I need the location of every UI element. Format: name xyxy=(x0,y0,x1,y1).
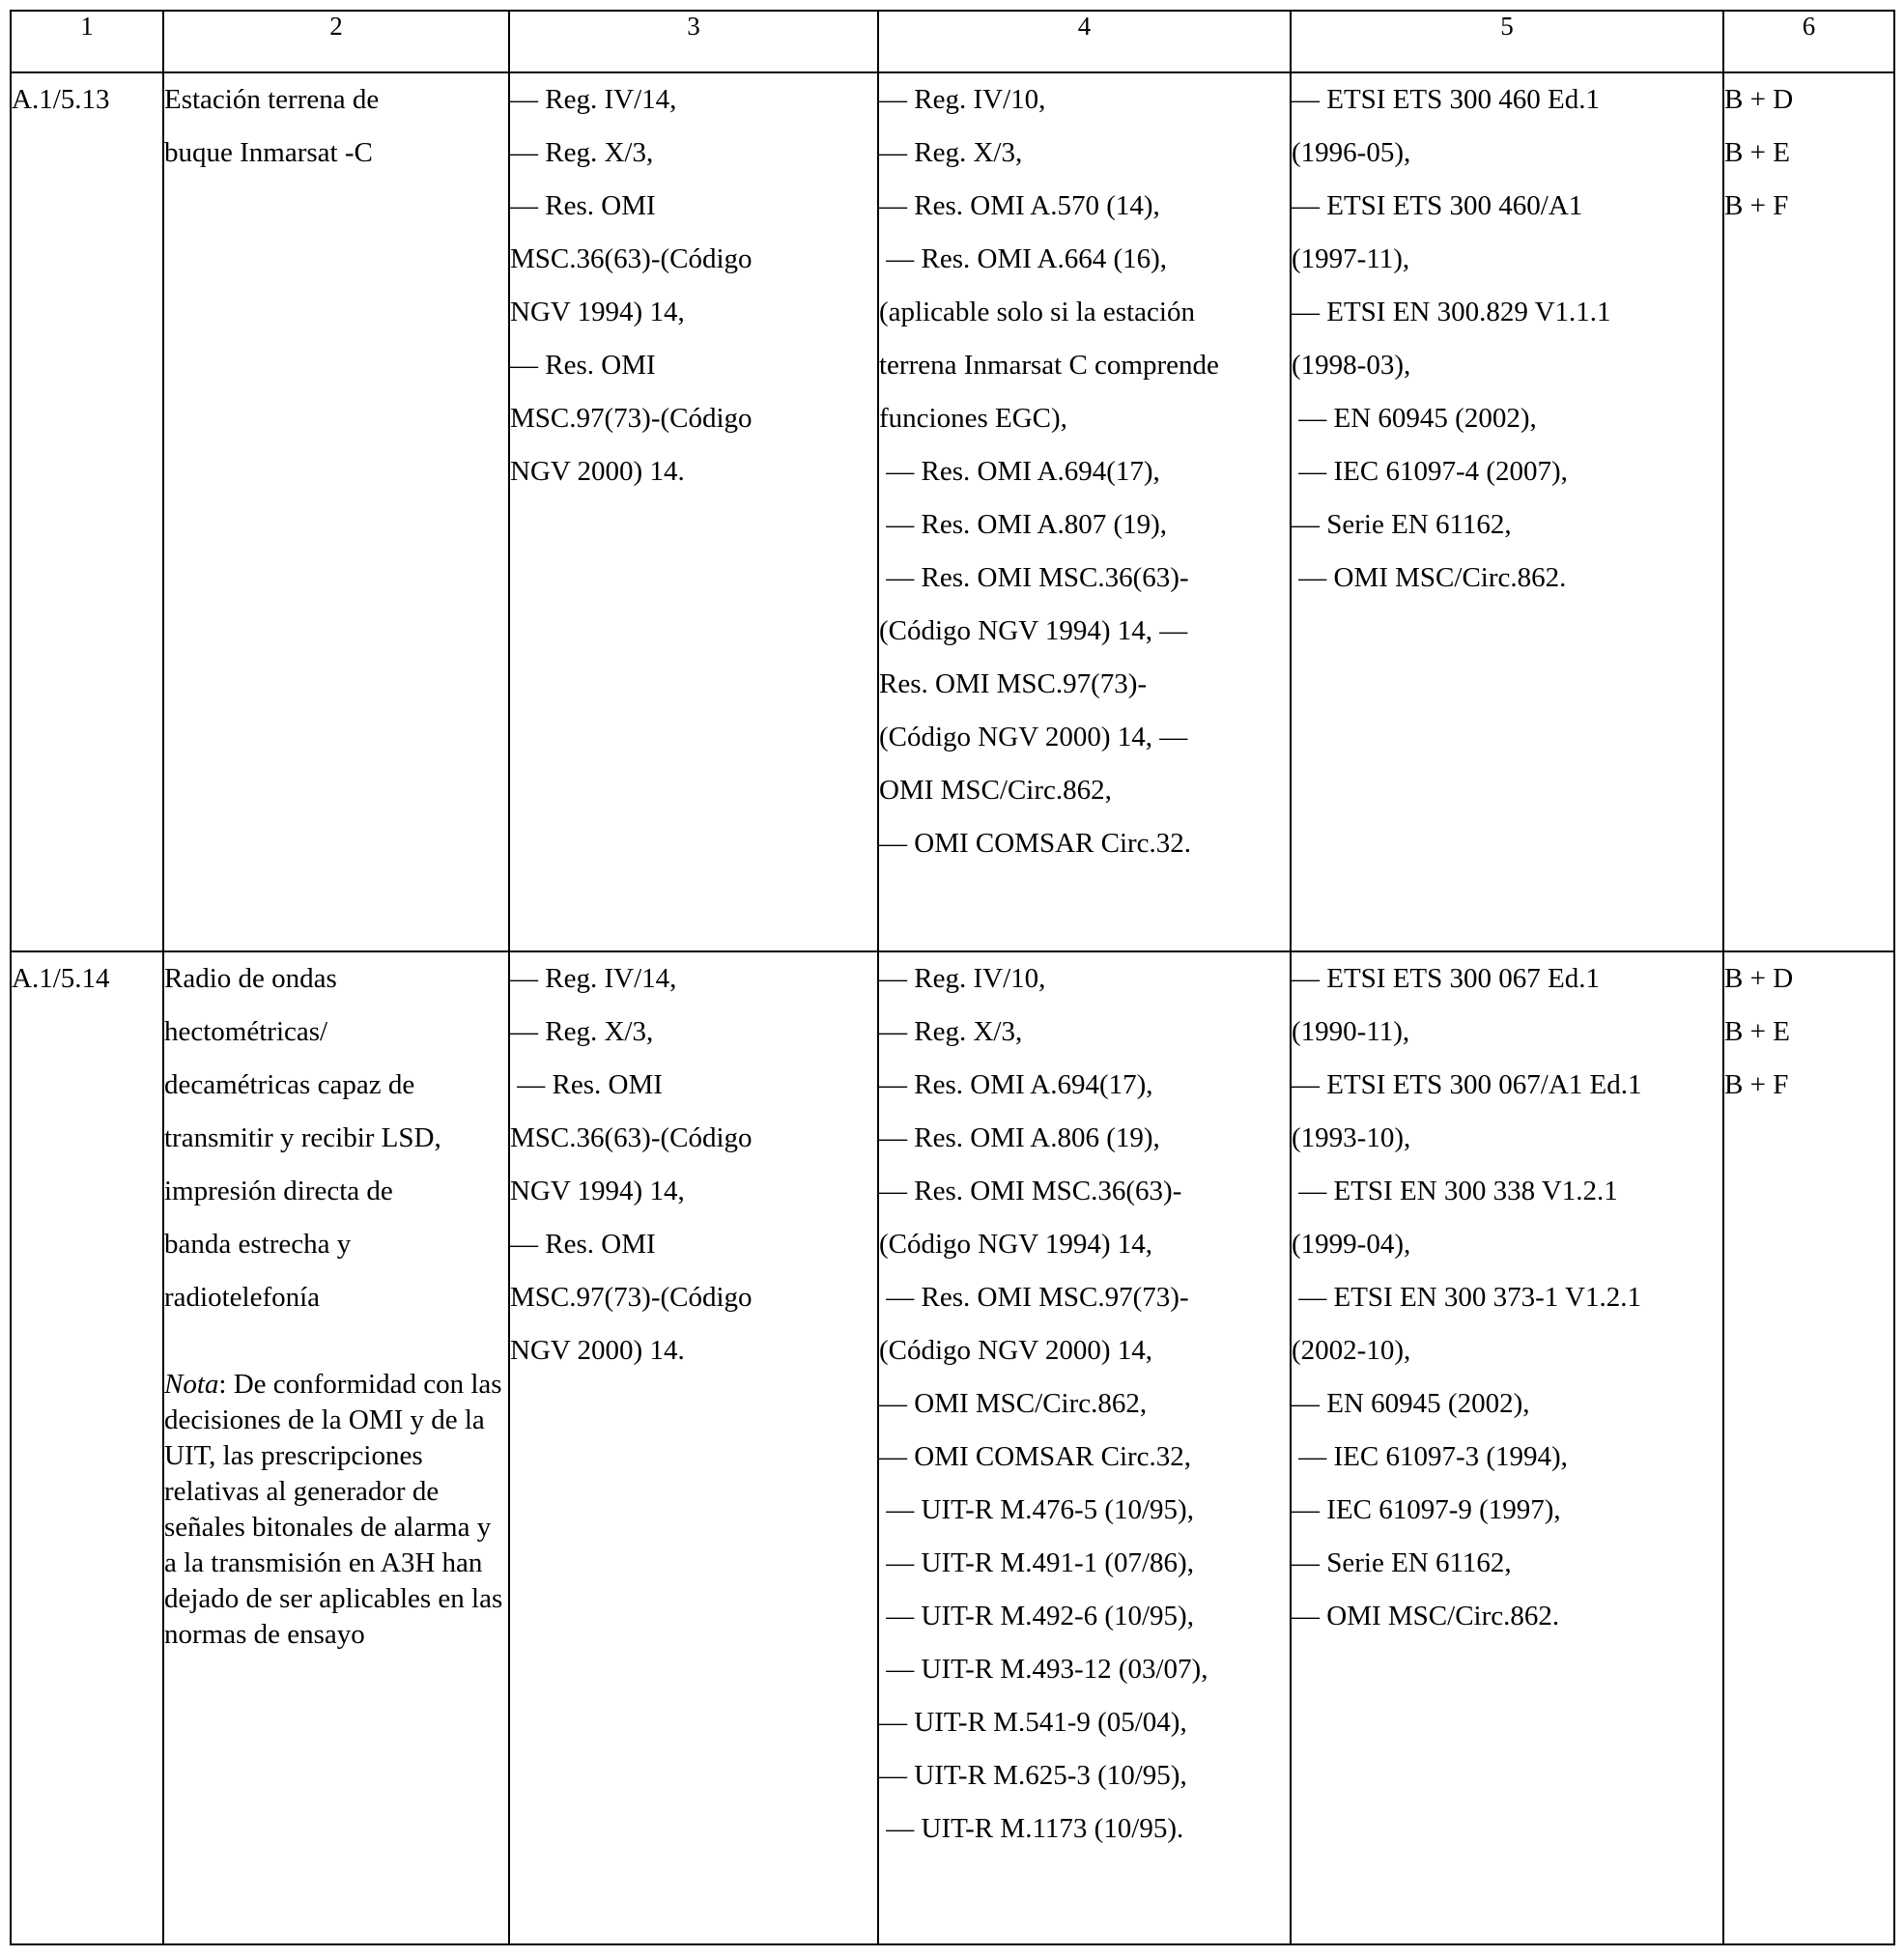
test-standard-line: — IEC 61097-4 (2007), xyxy=(1292,456,1568,487)
test-standard-cell xyxy=(1291,951,1723,1944)
requirement-line: Res. OMI MSC.97(73)- xyxy=(879,668,1148,699)
requirement-line: — Res. OMI A.806 (19), xyxy=(879,1122,1160,1153)
table-row xyxy=(11,72,1894,951)
test-standard-line: — ETSI ETS 300 067/A1 Ed.1 xyxy=(1292,1069,1642,1100)
test-standard-line: — EN 60945 (2002), xyxy=(1292,403,1537,434)
item-note xyxy=(164,1367,508,1653)
test-standard-line: (1993-10), xyxy=(1292,1122,1411,1153)
regulation-line: — Res. OMI xyxy=(510,190,656,221)
test-standard-line: — ETSI EN 300 338 V1.2.1 xyxy=(1292,1176,1618,1206)
requirement-line: — UIT-R M.625-3 (10/95), xyxy=(879,1760,1187,1791)
regulation-cell xyxy=(509,72,878,951)
test-standard-line: (1997-11), xyxy=(1292,243,1410,274)
requirement-cell xyxy=(878,951,1291,1944)
requirement-cell xyxy=(878,72,1291,951)
requirement-line: (Código NGV 2000) 14, xyxy=(879,1335,1153,1366)
requirement-line: — UIT-R M.541-9 (05/04), xyxy=(879,1707,1187,1738)
requirement-line: — Reg. IV/10, xyxy=(879,84,1046,115)
test-standard-line: (1999-04), xyxy=(1292,1229,1411,1260)
requirement-line: — Res. OMI A.807 (19), xyxy=(879,509,1168,540)
regulation-line: MSC.36(63)-(Código xyxy=(510,243,753,274)
regulation-line: — Res. OMI xyxy=(510,1229,656,1260)
item-description-line: Estación terrena de xyxy=(164,84,380,115)
item-description-line: Radio de ondas xyxy=(164,963,337,994)
column-header: 2 xyxy=(163,11,509,72)
regulation-line: MSC.97(73)-(Código xyxy=(510,1282,753,1313)
requirement-line: — Res. OMI MSC.36(63)- xyxy=(879,1176,1182,1206)
conformity-module-line: B + E xyxy=(1724,1016,1790,1047)
test-standard-line: (1998-03), xyxy=(1292,350,1411,381)
test-standard-cell xyxy=(1291,72,1723,951)
requirement-line: — Res. OMI A.570 (14), xyxy=(879,190,1160,221)
regulation-line: NGV 2000) 14. xyxy=(510,456,685,487)
regulation-line: — Res. OMI xyxy=(510,1069,663,1100)
table-row xyxy=(11,951,1894,1944)
item-description-cell xyxy=(163,951,509,1944)
requirement-line: — Reg. X/3, xyxy=(879,137,1023,168)
conformity-module-line: B + D xyxy=(1724,963,1794,994)
item-code: A.1/5.13 xyxy=(12,84,110,115)
item-description-line: hectométricas/ xyxy=(164,1016,328,1047)
item-description-line: impresión directa de xyxy=(164,1176,393,1206)
conformity-module-line: B + F xyxy=(1724,190,1789,221)
column-header: 3 xyxy=(509,11,878,72)
column-header: 4 xyxy=(878,11,1291,72)
table-header-row xyxy=(11,11,1894,72)
item-description-line: radiotelefonía xyxy=(164,1282,321,1313)
column-header: 6 xyxy=(1723,11,1894,72)
requirement-line: OMI MSC/Circ.862, xyxy=(879,775,1112,806)
requirement-line: — OMI COMSAR Circ.32, xyxy=(879,1441,1192,1472)
regulation-line: — Reg. IV/14, xyxy=(510,84,677,115)
requirement-line: — Res. OMI A.694(17), xyxy=(879,456,1160,487)
regulation-line: — Res. OMI xyxy=(510,350,656,381)
regulation-line: NGV 1994) 14, xyxy=(510,1176,685,1206)
requirement-line: — UIT-R M.493-12 (03/07), xyxy=(879,1654,1208,1685)
requirement-line: (Código NGV 1994) 14, — xyxy=(879,615,1188,646)
item-code: A.1/5.14 xyxy=(12,963,110,994)
test-standard-line: — Serie EN 61162, xyxy=(1292,509,1512,540)
item-description-cell xyxy=(163,72,509,951)
requirement-line: — Res. OMI MSC.36(63)- xyxy=(879,562,1189,593)
requirement-line: (Código NGV 1994) 14, xyxy=(879,1229,1153,1260)
regulation-line: — Reg. X/3, xyxy=(510,137,654,168)
item-description-line: transmitir y recibir LSD, xyxy=(164,1122,441,1153)
requirement-line: — UIT-R M.476-5 (10/95), xyxy=(879,1494,1194,1525)
test-standard-line: — Serie EN 61162, xyxy=(1292,1547,1512,1578)
test-standard-line: — ETSI ETS 300 460/A1 xyxy=(1292,190,1583,221)
item-code-cell xyxy=(11,72,163,951)
test-standard-line: — ETSI EN 300 373-1 V1.2.1 xyxy=(1292,1282,1641,1313)
item-code-cell xyxy=(11,951,163,1944)
regulation-line: — Reg. IV/14, xyxy=(510,963,677,994)
regulation-line: NGV 2000) 14. xyxy=(510,1335,685,1366)
test-standard-line: (2002-10), xyxy=(1292,1335,1411,1366)
test-standard-line: — IEC 61097-9 (1997), xyxy=(1292,1494,1561,1525)
test-standard-line: — ETSI ETS 300 067 Ed.1 xyxy=(1292,963,1600,994)
test-standard-line: — EN 60945 (2002), xyxy=(1292,1388,1530,1419)
equipment-standards-table xyxy=(10,10,1895,1945)
requirement-line: — Res. OMI MSC.97(73)- xyxy=(879,1282,1189,1313)
column-header: 5 xyxy=(1291,11,1723,72)
note-text: : De conformidad con las decisiones de la OMI y de la UIT, las prescripciones relativas al generador de señales bitonales de alarma y a la transmisión en A3H han dejado de ser aplicables en las normas de ensayo xyxy=(164,1369,503,1650)
requirement-line: — Res. OMI A.664 (16), xyxy=(879,243,1168,274)
test-standard-line: — IEC 61097-3 (1994), xyxy=(1292,1441,1568,1472)
item-description-line: buque Inmarsat -C xyxy=(164,137,373,168)
column-header: 1 xyxy=(11,11,163,72)
regulation-line: MSC.36(63)-(Código xyxy=(510,1122,753,1153)
test-standard-line: (1996-05), xyxy=(1292,137,1411,168)
requirement-line: — Reg. X/3, xyxy=(879,1016,1023,1047)
regulation-cell xyxy=(509,951,878,1944)
item-description-line: decamétricas capaz de xyxy=(164,1069,415,1100)
test-standard-line: — OMI MSC/Circ.862. xyxy=(1292,1601,1560,1631)
conformity-module-line: B + D xyxy=(1724,84,1794,115)
regulation-line: NGV 1994) 14, xyxy=(510,297,685,327)
requirement-line: — OMI MSC/Circ.862, xyxy=(879,1388,1148,1419)
conformity-module-cell xyxy=(1723,951,1894,1944)
test-standard-line: — OMI MSC/Circ.862. xyxy=(1292,562,1567,593)
note-label: Nota xyxy=(164,1369,219,1400)
requirement-line: — Reg. IV/10, xyxy=(879,963,1046,994)
requirement-line: — OMI COMSAR Circ.32. xyxy=(879,828,1192,859)
conformity-module-line: B + F xyxy=(1724,1069,1789,1100)
test-standard-line: — ETSI EN 300.829 V1.1.1 xyxy=(1292,297,1611,327)
requirement-line: (Código NGV 2000) 14, — xyxy=(879,722,1188,752)
requirement-line: — UIT-R M.1173 (10/95). xyxy=(879,1813,1184,1844)
item-description-line: banda estrecha y xyxy=(164,1229,352,1260)
requirement-line: — Res. OMI A.694(17), xyxy=(879,1069,1153,1100)
requirement-line: — UIT-R M.492-6 (10/95), xyxy=(879,1601,1194,1631)
conformity-module-line: B + E xyxy=(1724,137,1790,168)
requirement-line: terrena Inmarsat C comprende xyxy=(879,350,1219,381)
regulation-line: — Reg. X/3, xyxy=(510,1016,654,1047)
requirement-line: — UIT-R M.491-1 (07/86), xyxy=(879,1547,1194,1578)
requirement-line: funciones EGC), xyxy=(879,403,1067,434)
test-standard-line: (1990-11), xyxy=(1292,1016,1410,1047)
requirement-line: (aplicable solo si la estación xyxy=(879,297,1195,327)
test-standard-line: — ETSI ETS 300 460 Ed.1 xyxy=(1292,84,1600,115)
regulation-line: MSC.97(73)-(Código xyxy=(510,403,753,434)
conformity-module-cell xyxy=(1723,72,1894,951)
